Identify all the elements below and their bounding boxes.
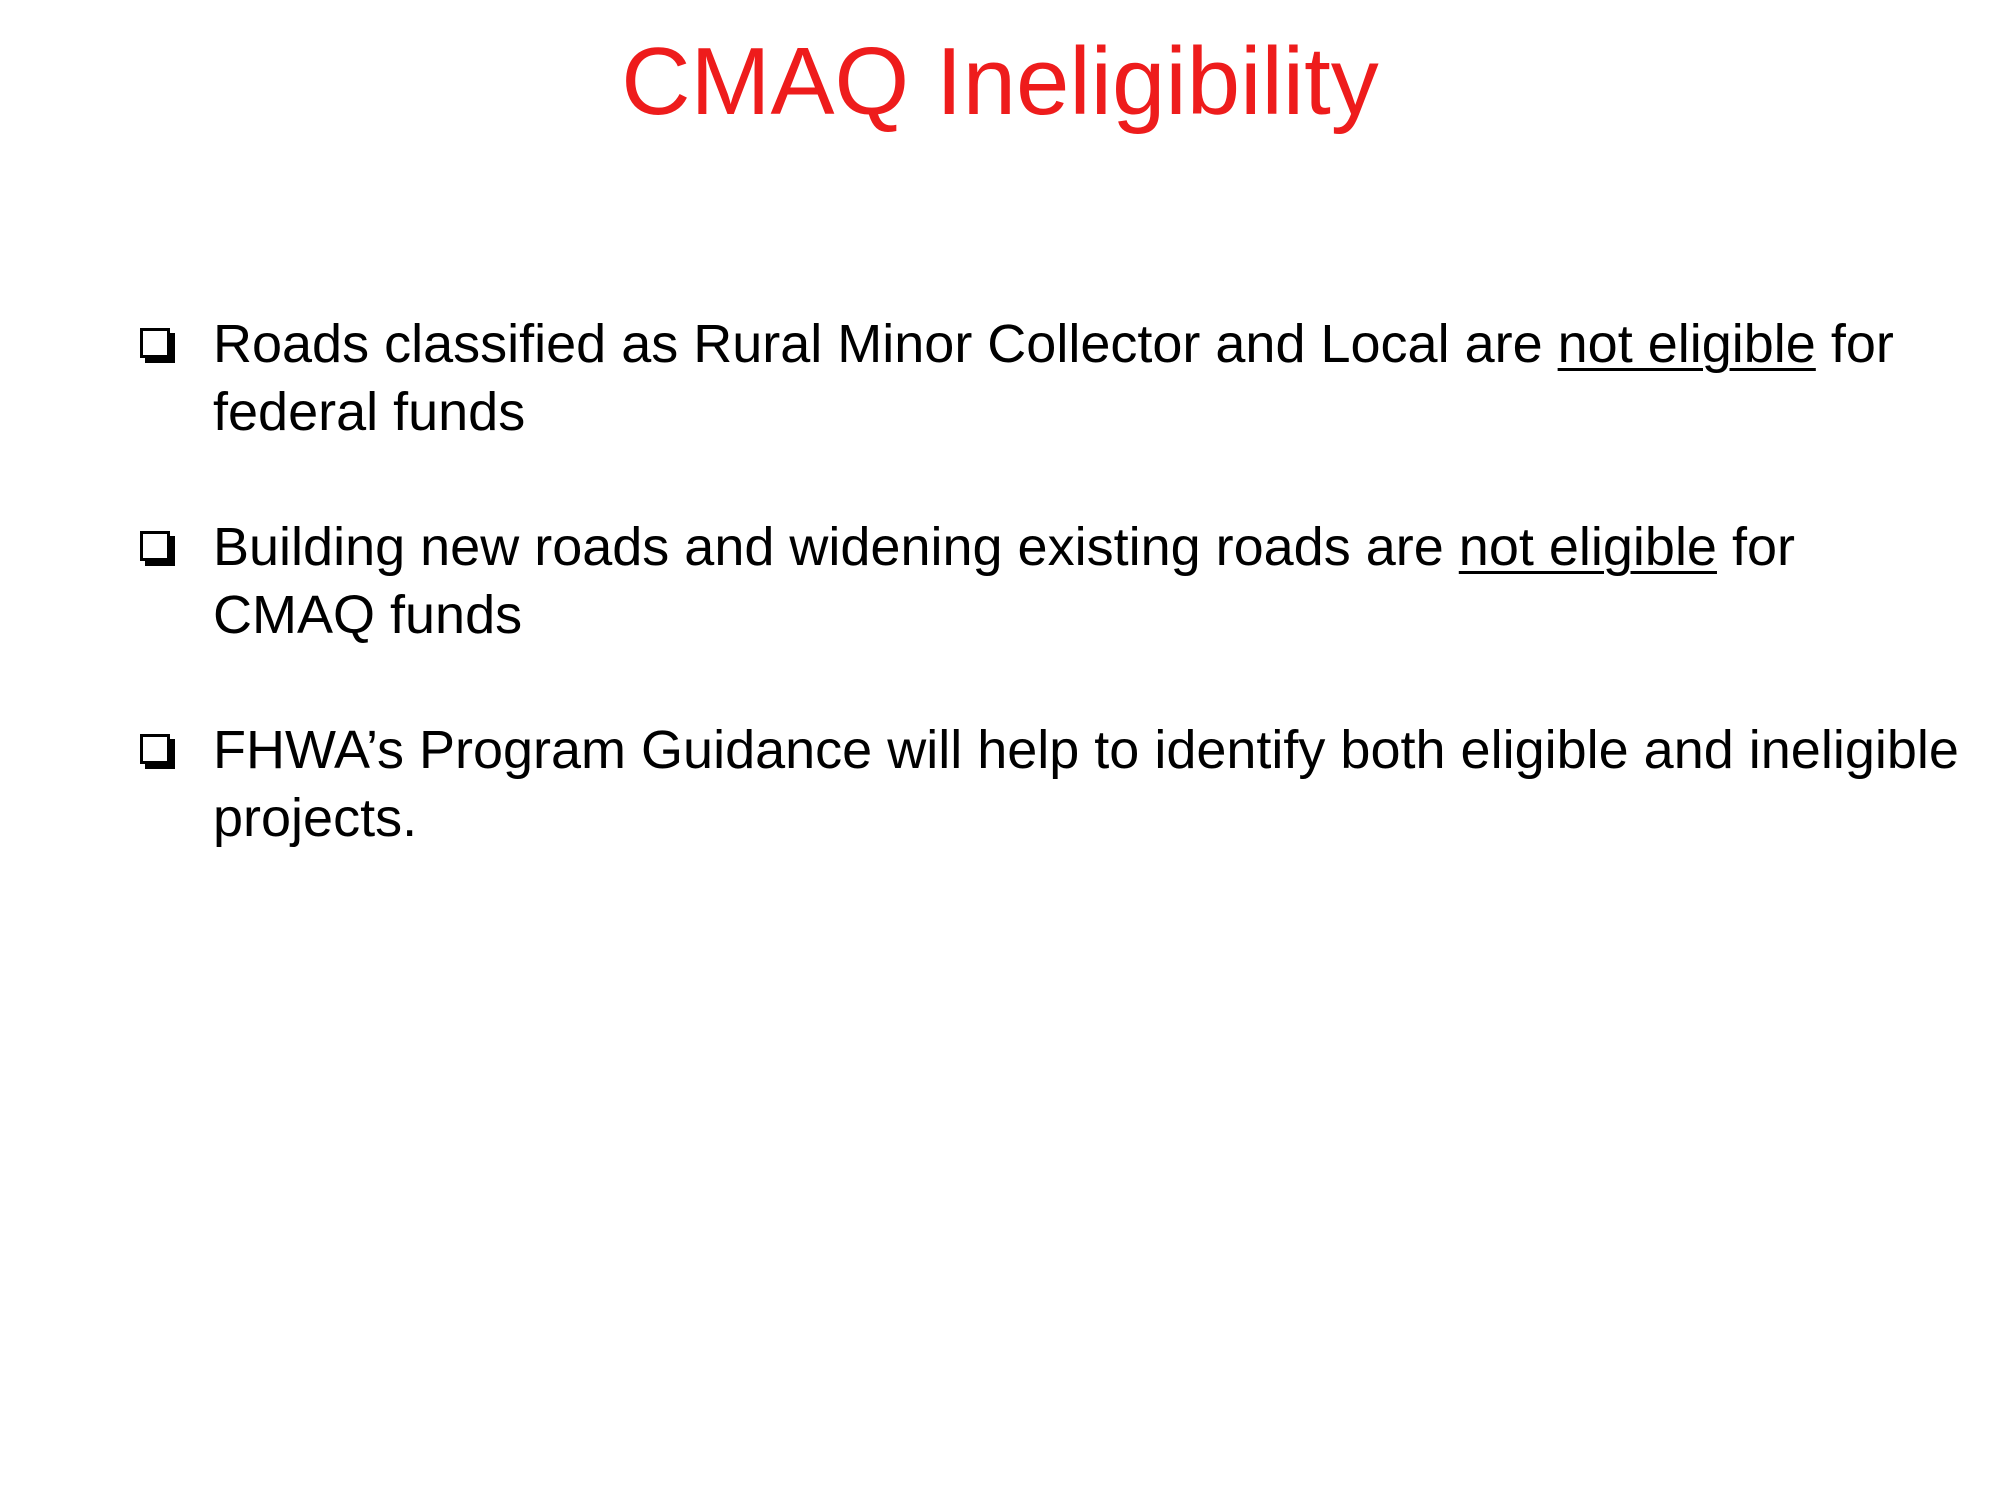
slide-title: CMAQ Ineligibility <box>621 28 1379 135</box>
bullet-list <box>138 310 1968 919</box>
bullet-item <box>138 513 1968 649</box>
bullet-item <box>138 716 1968 852</box>
bullet-text: Roads classified as Rural Minor Collector and Local are <box>213 314 1558 374</box>
checkbox-icon <box>140 734 170 764</box>
checkbox-icon <box>140 328 170 358</box>
bullet-text: for federal funds <box>213 314 1894 442</box>
bullet-text: FHWA’s Program Guidance will help to identify both eligible and ineligible projects. <box>213 720 1959 848</box>
bullet-item <box>138 310 1968 446</box>
checkbox-icon <box>140 531 170 561</box>
bullet-text: for CMAQ funds <box>213 517 1795 645</box>
bullet-emphasis: not eligible <box>1557 314 1816 374</box>
bullet-emphasis: not eligible <box>1458 517 1717 577</box>
bullet-text: Building new roads and widening existing roads are <box>213 517 1459 577</box>
